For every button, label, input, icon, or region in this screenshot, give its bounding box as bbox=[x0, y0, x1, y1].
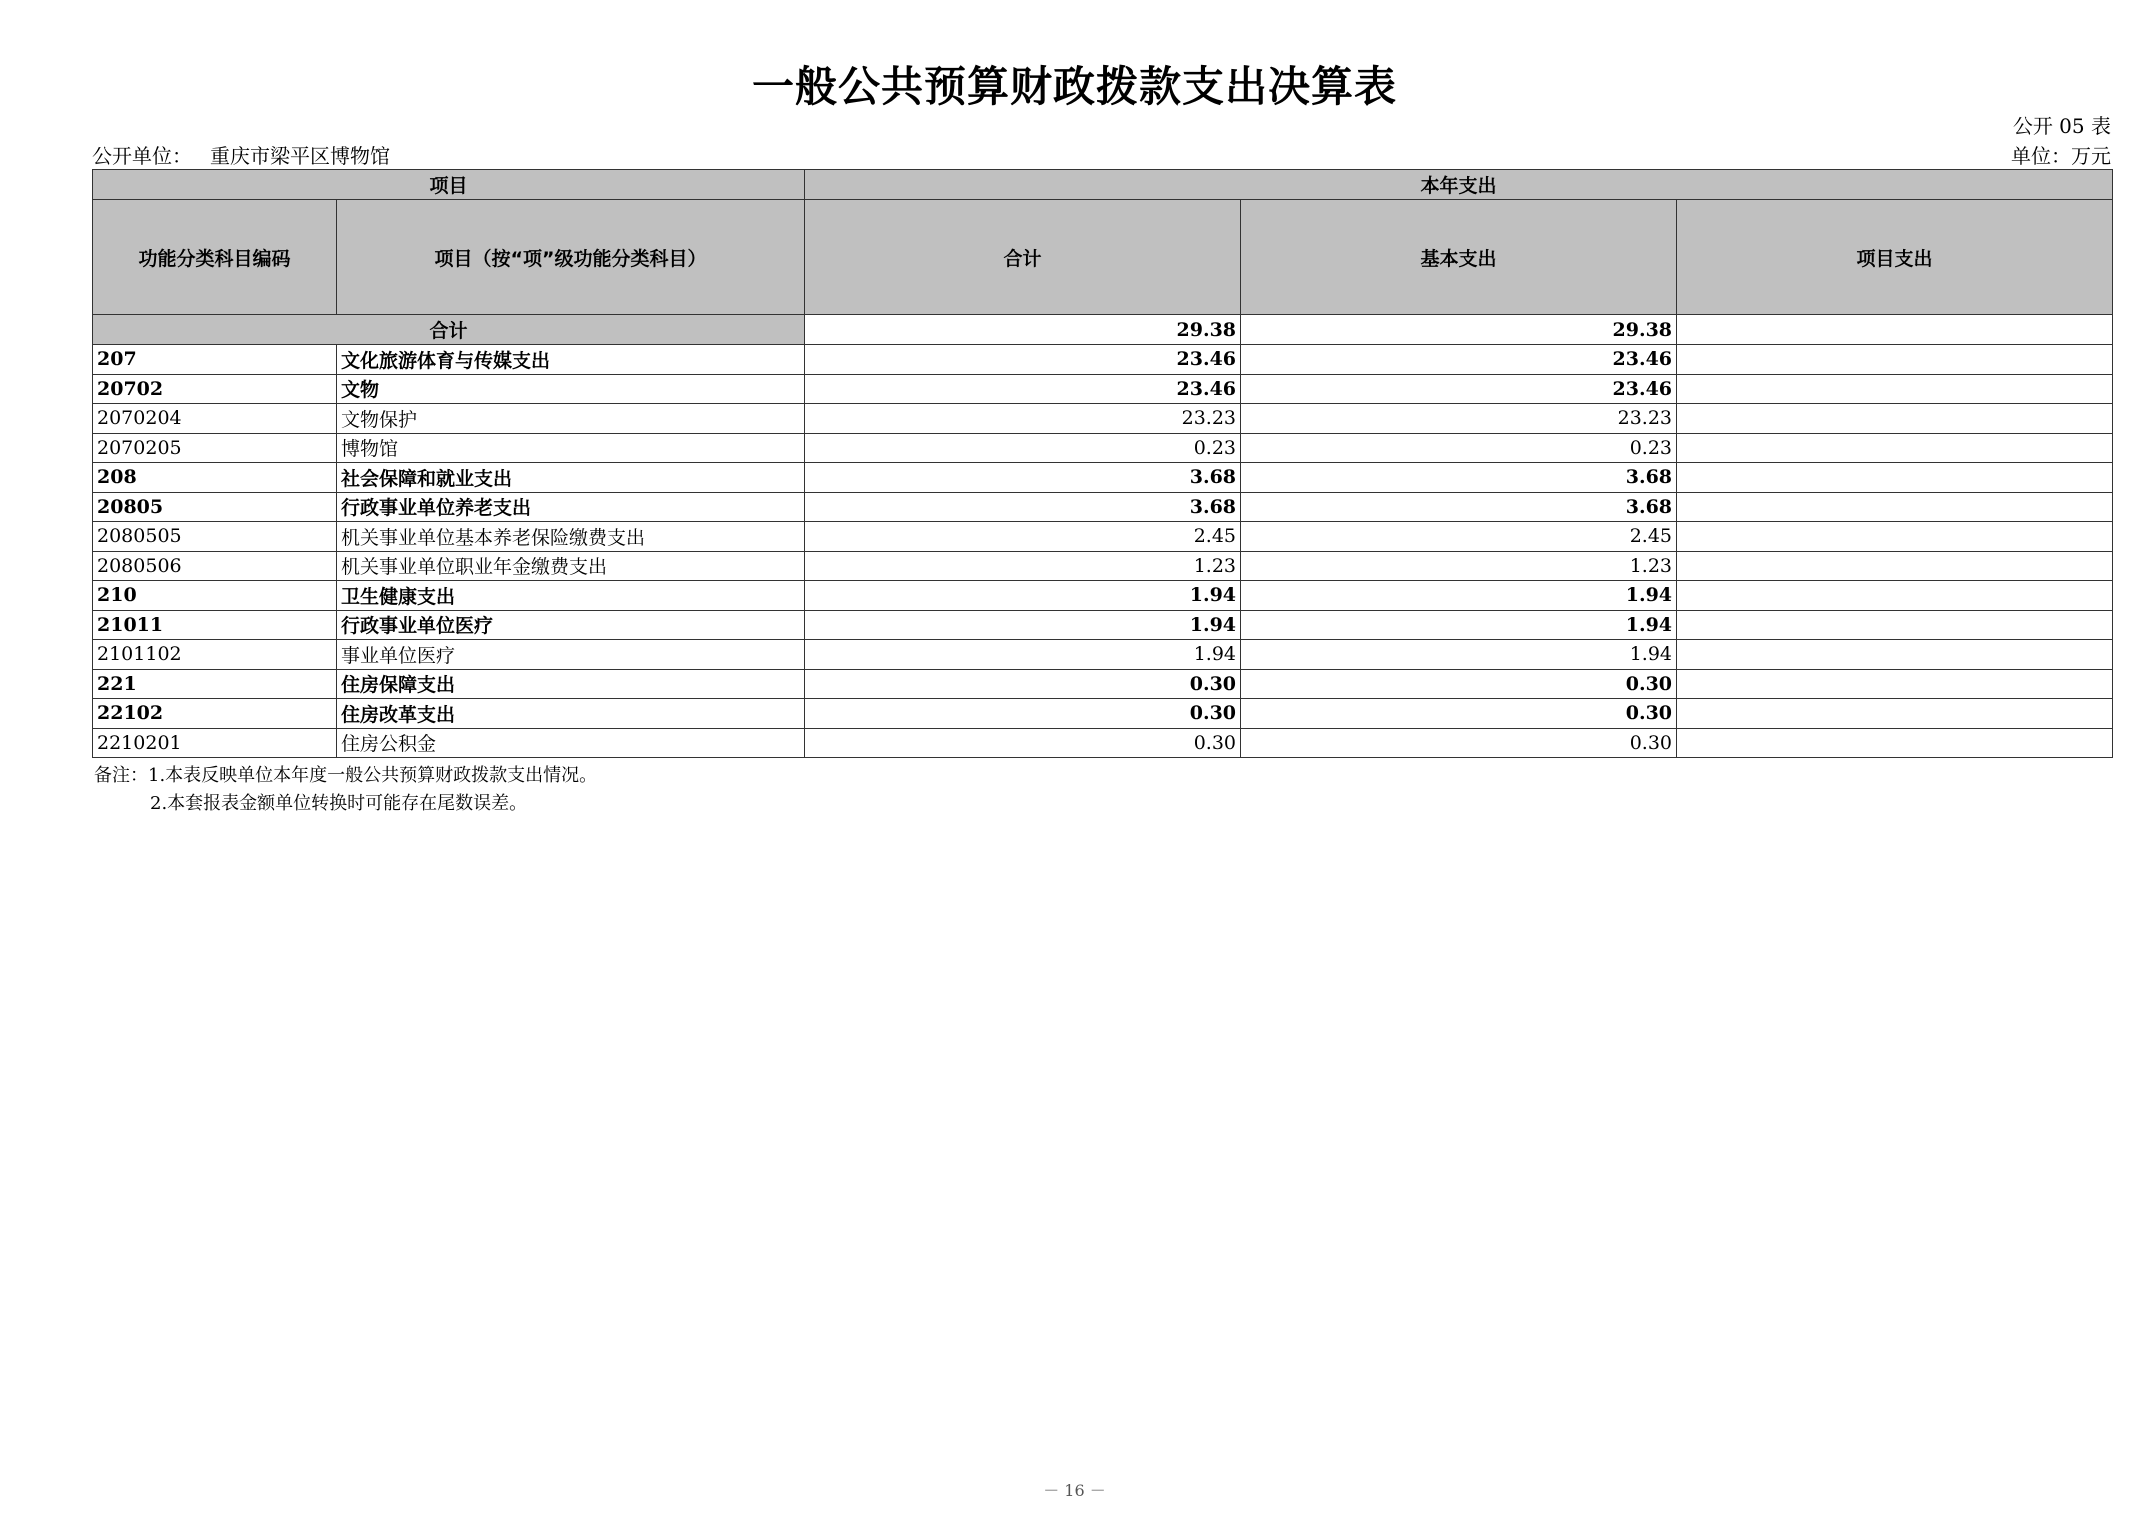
row-basic: 23.46 bbox=[1241, 345, 1677, 375]
row-proj bbox=[1677, 669, 2113, 699]
total-amount: 29.38 bbox=[805, 315, 1241, 345]
row-basic: 0.23 bbox=[1241, 433, 1677, 463]
table-row bbox=[93, 463, 2113, 493]
org-info bbox=[92, 140, 390, 169]
row-code: 2080505 bbox=[93, 522, 337, 552]
budget-table bbox=[92, 169, 2113, 758]
org-unit-row bbox=[92, 140, 2111, 169]
row-total: 2.45 bbox=[805, 522, 1241, 552]
table-row bbox=[93, 640, 2113, 670]
row-basic: 1.94 bbox=[1241, 610, 1677, 640]
row-code: 2080506 bbox=[93, 551, 337, 581]
header-current-year: 本年支出 bbox=[805, 170, 2113, 200]
row-proj bbox=[1677, 433, 2113, 463]
row-total: 0.30 bbox=[805, 728, 1241, 758]
header-total: 合计 bbox=[805, 200, 1241, 315]
unit-label: 单位：万元 bbox=[2011, 144, 2111, 168]
row-proj bbox=[1677, 463, 2113, 493]
row-basic: 3.68 bbox=[1241, 492, 1677, 522]
row-proj bbox=[1677, 374, 2113, 404]
row-basic: 0.30 bbox=[1241, 699, 1677, 729]
row-name: 住房保障支出 bbox=[337, 669, 805, 699]
row-total: 23.46 bbox=[805, 374, 1241, 404]
row-total: 0.23 bbox=[805, 433, 1241, 463]
row-proj bbox=[1677, 522, 2113, 552]
row-name: 博物馆 bbox=[337, 433, 805, 463]
row-basic: 2.45 bbox=[1241, 522, 1677, 552]
row-proj bbox=[1677, 610, 2113, 640]
table-row bbox=[93, 551, 2113, 581]
total-basic: 29.38 bbox=[1241, 315, 1677, 345]
row-total: 3.68 bbox=[805, 463, 1241, 493]
row-code: 21011 bbox=[93, 610, 337, 640]
row-proj bbox=[1677, 581, 2113, 611]
table-row bbox=[93, 610, 2113, 640]
table-row bbox=[93, 522, 2113, 552]
notes bbox=[94, 762, 597, 818]
row-code: 2101102 bbox=[93, 640, 337, 670]
header-name: 项目（按“项”级功能分类科目） bbox=[337, 200, 805, 315]
row-code: 2210201 bbox=[93, 728, 337, 758]
table-row bbox=[93, 374, 2113, 404]
header-proj: 项目支出 bbox=[1677, 200, 2113, 315]
row-name: 住房公积金 bbox=[337, 728, 805, 758]
table-row bbox=[93, 345, 2113, 375]
row-basic: 3.68 bbox=[1241, 463, 1677, 493]
row-code: 207 bbox=[93, 345, 337, 375]
table-row bbox=[93, 404, 2113, 434]
row-name: 社会保障和就业支出 bbox=[337, 463, 805, 493]
row-code: 2070204 bbox=[93, 404, 337, 434]
row-total: 1.23 bbox=[805, 551, 1241, 581]
table-row bbox=[93, 699, 2113, 729]
row-name: 事业单位医疗 bbox=[337, 640, 805, 670]
total-row bbox=[93, 315, 2113, 345]
row-basic: 1.94 bbox=[1241, 640, 1677, 670]
row-proj bbox=[1677, 492, 2113, 522]
row-name: 文物 bbox=[337, 374, 805, 404]
row-code: 20805 bbox=[93, 492, 337, 522]
row-name: 文物保护 bbox=[337, 404, 805, 434]
row-basic: 0.30 bbox=[1241, 728, 1677, 758]
row-total: 1.94 bbox=[805, 640, 1241, 670]
row-name: 卫生健康支出 bbox=[337, 581, 805, 611]
row-basic: 23.46 bbox=[1241, 374, 1677, 404]
row-total: 0.30 bbox=[805, 699, 1241, 729]
header-code: 功能分类科目编码 bbox=[93, 200, 337, 315]
page-title: 一般公共预算财政拨款支出决算表 bbox=[751, 62, 1397, 111]
row-name: 住房改革支出 bbox=[337, 699, 805, 729]
table-row bbox=[93, 728, 2113, 758]
total-proj bbox=[1677, 315, 2113, 345]
org-name: 重庆市梁平区博物馆 bbox=[210, 144, 390, 168]
row-total: 23.46 bbox=[805, 345, 1241, 375]
row-code: 20702 bbox=[93, 374, 337, 404]
row-total: 0.30 bbox=[805, 669, 1241, 699]
header-basic: 基本支出 bbox=[1241, 200, 1677, 315]
row-proj bbox=[1677, 699, 2113, 729]
row-proj bbox=[1677, 640, 2113, 670]
row-code: 2070205 bbox=[93, 433, 337, 463]
row-total: 1.94 bbox=[805, 581, 1241, 611]
table-row bbox=[93, 669, 2113, 699]
row-name: 行政事业单位医疗 bbox=[337, 610, 805, 640]
total-label: 合计 bbox=[93, 315, 805, 345]
note-1: 备注：1.本表反映单位本年度一般公共预算财政拨款支出情况。 bbox=[94, 765, 598, 786]
row-code: 22102 bbox=[93, 699, 337, 729]
row-basic: 23.23 bbox=[1241, 404, 1677, 434]
table-row bbox=[93, 433, 2113, 463]
row-code: 208 bbox=[93, 463, 337, 493]
row-name: 机关事业单位职业年金缴费支出 bbox=[337, 551, 805, 581]
row-total: 23.23 bbox=[805, 404, 1241, 434]
row-code: 210 bbox=[93, 581, 337, 611]
table-row bbox=[93, 492, 2113, 522]
row-basic: 1.23 bbox=[1241, 551, 1677, 581]
page-number: － 16 － bbox=[1043, 1481, 1106, 1500]
row-code: 221 bbox=[93, 669, 337, 699]
header-project: 项目 bbox=[93, 170, 805, 200]
row-proj bbox=[1677, 345, 2113, 375]
row-name: 文化旅游体育与传媒支出 bbox=[337, 345, 805, 375]
row-name: 行政事业单位养老支出 bbox=[337, 492, 805, 522]
row-total: 3.68 bbox=[805, 492, 1241, 522]
row-proj bbox=[1677, 728, 2113, 758]
row-proj bbox=[1677, 551, 2113, 581]
row-name: 机关事业单位基本养老保险缴费支出 bbox=[337, 522, 805, 552]
form-number: 公开 05 表 bbox=[2012, 114, 2111, 138]
row-proj bbox=[1677, 404, 2113, 434]
note-2: 2.本套报表金额单位转换时可能存在尾数误差。 bbox=[150, 793, 528, 814]
row-basic: 1.94 bbox=[1241, 581, 1677, 611]
table-row bbox=[93, 581, 2113, 611]
org-label: 公开单位： bbox=[92, 144, 192, 168]
row-total: 1.94 bbox=[805, 610, 1241, 640]
row-basic: 0.30 bbox=[1241, 669, 1677, 699]
